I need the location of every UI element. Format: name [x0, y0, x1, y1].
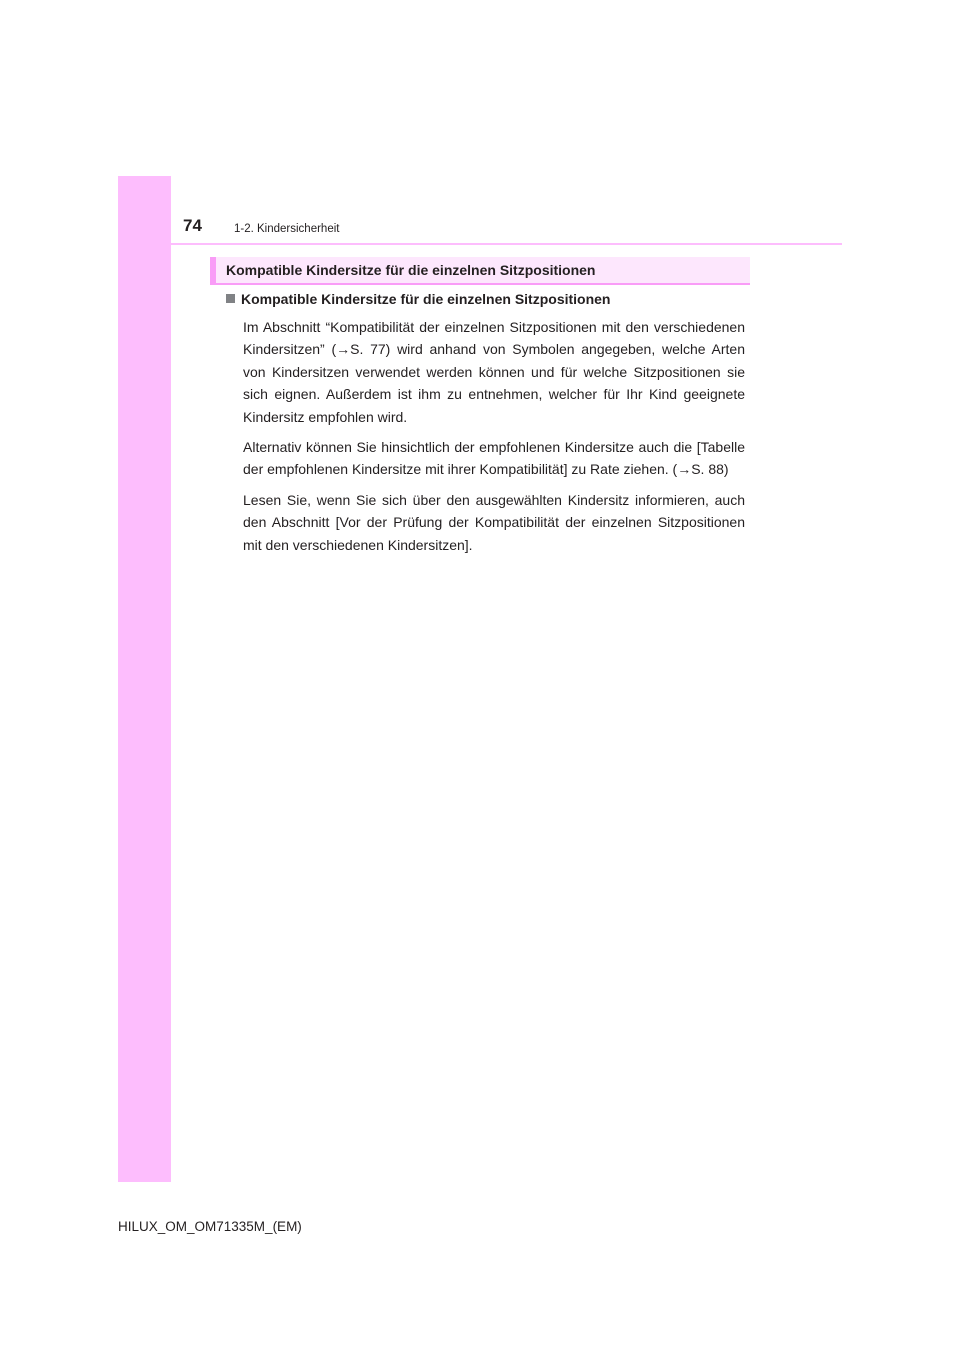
subsection-heading-text: Kompatible Kindersitze für die einzelnen Sitzpositionen — [241, 291, 611, 307]
paragraph: Lesen Sie, wenn Sie sich über den ausgewählten Kindersitz informieren, auch den Abschnitt [Vor der Prüfung der Kompatibilität der einzelnen Sitzpositionen mit den verschiedenen Kindersitzen]. — [243, 491, 745, 553]
footer-doc-code: HILUX_OM_OM71335M_(EM) — [118, 1219, 302, 1234]
section-title-bar — [210, 257, 750, 283]
page-number: 74 — [183, 216, 202, 235]
header-divider — [118, 243, 842, 245]
section-title: Kompatible Kindersitze für die einzelnen Sitzpositionen — [226, 262, 596, 278]
paragraph: Im Abschnitt “Kompatibilität der einzelnen Sitzpositionen mit den verschiedenen Kindersitzen” (→S. 77) wird anhand von Symbolen angegeben, welche Arten von Kindersitzen verwendet werden können und für welche Sitzpositionen sie sich eignen. Außerdem ist ihm zu entnehmen, welcher für Ihr Kind geeignete Kindersitz empfohlen wird. — [243, 319, 745, 425]
paragraph: Alternativ können Sie hinsichtlich der empfohlenen Kindersitze auch die [Tabelle der empfohlenen Kindersitze mit ihrer Kompatibilität] zu Rate ziehen. (→S. 88) — [243, 439, 745, 478]
side-color-band — [118, 176, 171, 1182]
chapter-title: 1-2. Kindersicherheit — [234, 223, 340, 235]
body-text — [243, 316, 745, 564]
square-bullet-icon — [226, 294, 235, 303]
subsection-heading — [226, 290, 610, 308]
